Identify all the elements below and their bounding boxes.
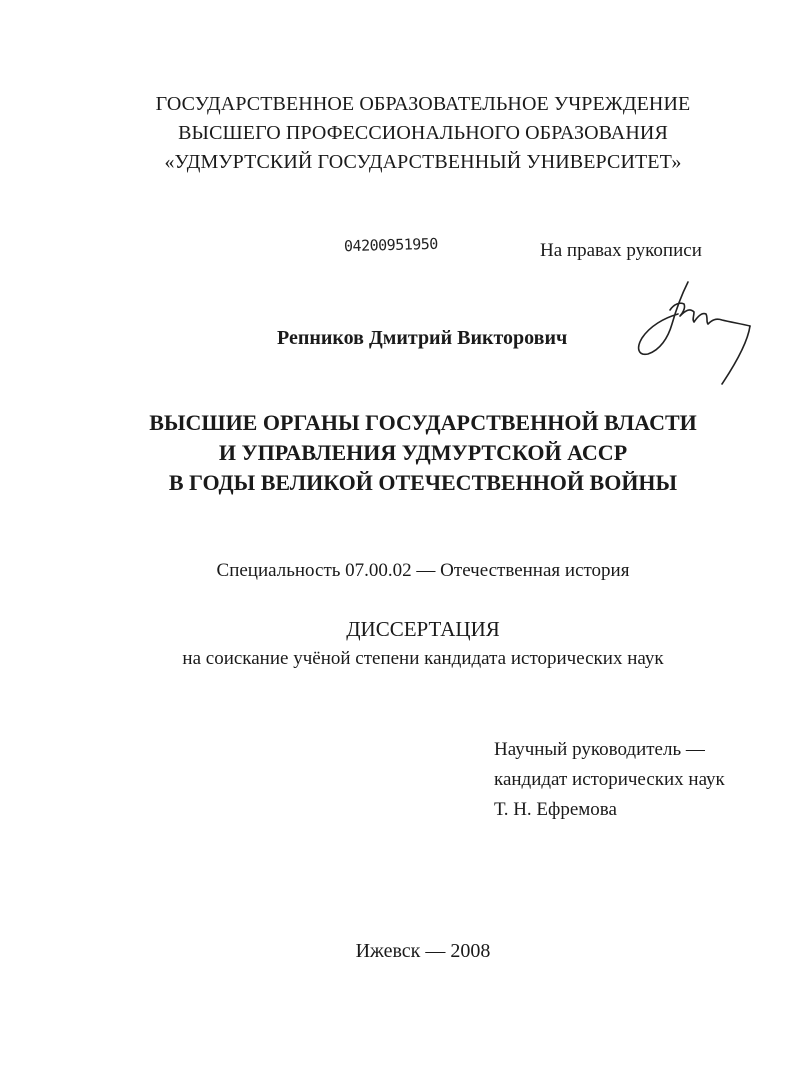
- supervisor-role: Научный руководитель —: [494, 739, 705, 760]
- title-line-3: В ГОДЫ ВЕЛИКОЙ ОТЕЧЕСТВЕННОЙ ВОЙНЫ: [168, 470, 678, 495]
- supervisor-block: [494, 735, 725, 825]
- institution-line-2: ВЫСШЕГО ПРОФЕССИОНАЛЬНОГО ОБРАЗОВАНИЯ: [178, 122, 668, 144]
- dissertation-title: [0, 408, 793, 498]
- handwritten-signature-icon: [630, 274, 760, 390]
- degree-line: на соискание учёной степени кандидата исторических наук: [182, 648, 664, 669]
- serial-number: 04200951950: [343, 234, 439, 256]
- title-line-2: И УПРАВЛЕНИЯ УДМУРТСКОЙ АССР: [218, 440, 628, 465]
- institution-line-3: «УДМУРТСКИЙ ГОСУДАРСТВЕННЫЙ УНИВЕРСИТЕТ»: [164, 151, 682, 173]
- specialty-line: Специальность 07.00.02 — Отечественная история: [216, 560, 630, 581]
- institution-line-1: ГОСУДАРСТВЕННОЕ ОБРАЗОВАТЕЛЬНОЕ УЧРЕЖДЕНИЕ: [155, 93, 691, 115]
- manuscript-rights-note: На правах рукописи: [540, 240, 702, 261]
- author-name: Репников Дмитрий Викторович: [277, 327, 568, 349]
- supervisor-credentials: кандидат исторических наук: [494, 769, 725, 790]
- document-type-heading: ДИССЕРТАЦИЯ: [346, 617, 500, 641]
- title-line-1: ВЫСШИЕ ОРГАНЫ ГОСУДАРСТВЕННОЙ ВЛАСТИ: [149, 410, 697, 435]
- supervisor-name: Т. Н. Ефремова: [494, 799, 617, 820]
- place-and-year: Ижевск — 2008: [355, 940, 491, 962]
- institution-header: [0, 90, 793, 177]
